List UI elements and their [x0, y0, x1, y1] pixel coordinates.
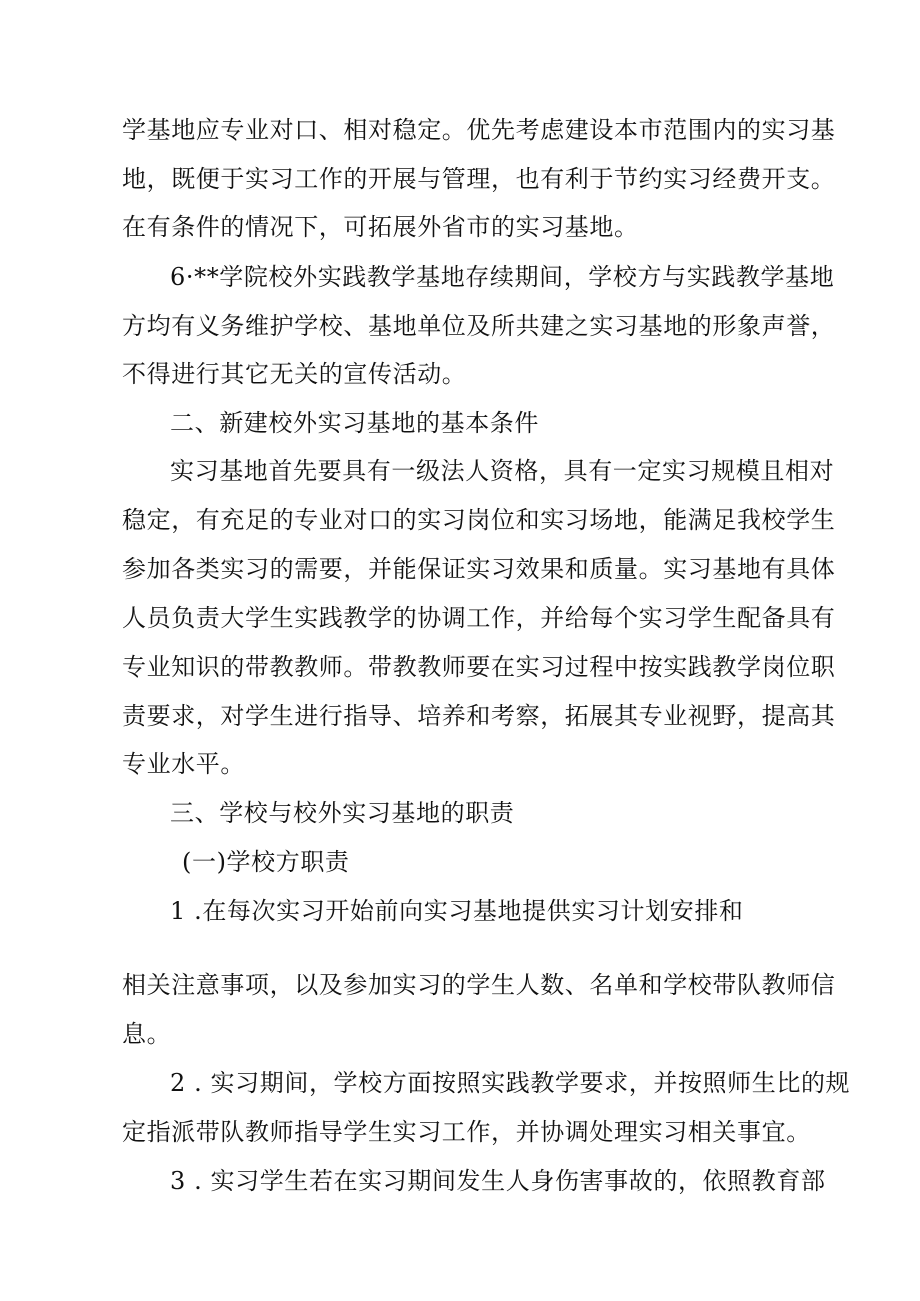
text-line: 3 . 实习学生若在实习期间发生人身伤害事故的，依照教育部: [170, 1167, 826, 1195]
section-heading: 二、新建校外实习基地的基本条件: [170, 409, 539, 437]
text-line: 稳定，有充足的专业对口的实习岗位和实习场地，能满足我校学生: [122, 506, 836, 534]
text-line: 不得进行其它无关的宣传活动。: [122, 360, 467, 388]
text-line: 专业水平。: [122, 750, 245, 778]
text-line: 参加各类实习的需要，并能保证实习效果和质量。实习基地有具体: [122, 555, 836, 583]
text-line: 定指派带队教师指导学生实习工作，并协调处理实习相关事宜。: [122, 1118, 811, 1146]
text-line: 息。: [122, 1020, 172, 1048]
text-line: 专业知识的带教教师。带教教师要在实习过程中按实践教学岗位职: [122, 653, 836, 681]
text-line: 1 .在每次实习开始前向实习基地提供实习计划安排和: [170, 897, 744, 925]
text-line: 实习基地首先要具有一级法人资格，具有一定实习规模且相对: [170, 457, 835, 485]
text-line: 2 . 实习期间，学校方面按照实践教学要求，并按照师生比的规: [170, 1069, 851, 1097]
text-line: 学基地应专业对口、相对稳定。优先考虑建设本市范围内的实习基: [122, 116, 836, 144]
subsection-heading: (一)学校方职责: [182, 848, 350, 876]
text-line: 方均有义务维护学校、基地单位及所共建之实习基地的形象声誉，: [122, 312, 836, 340]
text-line: 人员负责大学生实践教学的协调工作，并给每个实习学生配备具有: [122, 604, 836, 632]
text-line: 责要求，对学生进行指导、培养和考察，拓展其专业视野，提高其: [122, 702, 836, 730]
text-line: 6·**学院校外实践教学基地存续期间，学校方与实践教学基地: [170, 263, 835, 291]
text-line: 相关注意事项，以及参加实习的学生人数、名单和学校带队教师信: [122, 971, 836, 999]
text-line: 在有条件的情况下，可拓展外省市的实习基地。: [122, 213, 639, 241]
section-heading: 三、学校与校外实习基地的职责: [170, 799, 515, 827]
text-line: 地，既便于实习工作的开展与管理，也有利于节约实习经费开支。: [122, 165, 836, 193]
